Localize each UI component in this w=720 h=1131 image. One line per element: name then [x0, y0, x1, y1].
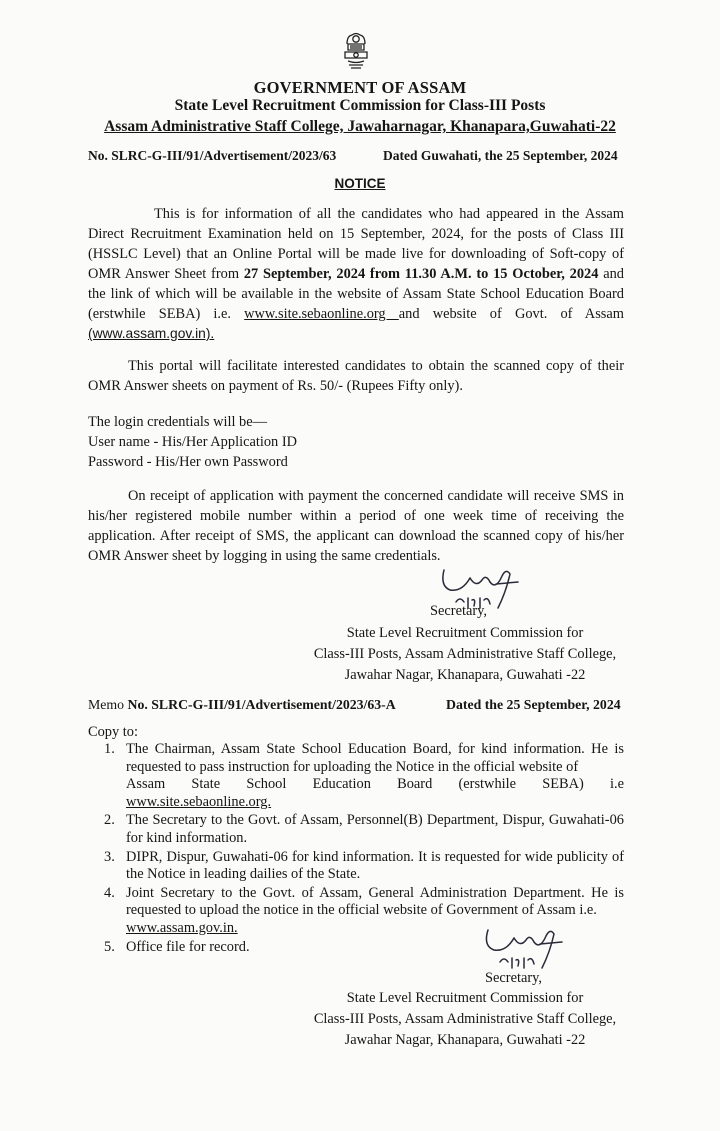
state-emblem-icon: [339, 30, 373, 72]
paragraph-portal-info: [88, 204, 624, 344]
word: Education: [312, 776, 371, 793]
office-line: Jawahar Nagar, Khanapara, Guwahati -22: [344, 667, 586, 683]
word: State: [191, 776, 221, 793]
word: i.e: [610, 776, 624, 793]
word: Board: [397, 776, 433, 793]
paragraph-sms-info: On receipt of application with payment the concerned candidate will receive SMS in his/her registered mobile number within a period of one week time of receiving the application. After receipt of SMS, the applicant can download the scanned copy of his/her OMR Answer sheet by logging in using the same credentials.: [88, 488, 624, 564]
list-text: The Secretary to the Govt. of Assam, Personnel(B) Department, Dispur, Guwahati-06 for kind information.: [126, 812, 624, 846]
commission-address: Assam Administrative Staff College, Jawaharnagar, Khanapara,Guwahati-22: [104, 118, 616, 135]
list-number: 2.: [104, 812, 115, 829]
spread-line: [126, 776, 624, 794]
word: (erstwhile: [458, 776, 517, 793]
list-item: [104, 741, 624, 811]
credentials-password: Password - His/Her own Password: [88, 454, 288, 470]
list-number: 3.: [104, 848, 115, 865]
commission-title: State Level Recruitment Commission for Class-III Posts: [174, 97, 546, 114]
list-item: [104, 812, 624, 847]
paragraph-text: and the link of which will be available in the website of Assam State School Education Board (erstwhile SEBA) i.e.: [88, 266, 624, 322]
notice-heading: NOTICE: [334, 176, 386, 191]
copy-to-label: Copy to:: [88, 724, 138, 740]
paragraph-text: and website of Govt. of Assam: [398, 306, 624, 322]
list-number: 4.: [104, 884, 115, 901]
office-line: Class-III Posts, Assam Administrative Staff College,: [313, 1011, 617, 1027]
list-item: [104, 849, 624, 884]
signatory-office: [306, 988, 624, 1051]
word: SEBA): [542, 776, 584, 793]
office-line: State Level Recruitment Commission for: [346, 625, 584, 641]
credentials-username: User name - His/Her Application ID: [88, 434, 298, 450]
memo-number: No. SLRC-G-III/91/Advertisement/2023/63-A: [127, 697, 396, 712]
word: Assam: [126, 776, 166, 793]
reference-date: Dated Guwahati, the 25 September, 2024: [383, 148, 618, 163]
list-text: DIPR, Dispur, Guwahati-06 for kind information. It is requested for wide publicity of the Notice in leading dailies of the State.: [126, 848, 624, 883]
assam-gov-link[interactable]: www.assam.gov.in.: [126, 919, 238, 936]
assam-gov-link[interactable]: (www.assam.gov.in).: [88, 326, 215, 341]
government-title: GOVERNMENT OF ASSAM: [253, 78, 467, 97]
seba-website-link[interactable]: www.site.sebaonline.org.: [126, 793, 272, 810]
seba-website-link[interactable]: www.site.sebaonline.org: [244, 306, 399, 322]
list-text: Office file for record.: [126, 938, 250, 955]
office-line: State Level Recruitment Commission for: [346, 990, 584, 1006]
paragraph-fee-info: This portal will facilitate interested candidates to obtain the scanned copy of their OMR Answer sheets on payment of Rs. 50/- (Rupees Fifty only).: [88, 358, 624, 394]
list-text: Joint Secretary to the Govt. of Assam, General Administration Department. He is requested to upload the notice in the official website of Government of Assam i.e.: [126, 884, 624, 919]
secretary-label: Secretary,: [430, 603, 487, 619]
list-text: The Chairman, Assam State School Education Board, for kind information. He is requested to pass instruction for uploading the Notice in the official website of: [126, 741, 624, 775]
office-line: Class-III Posts, Assam Administrative Staff College,: [313, 646, 617, 662]
memo-date: Dated the 25 September, 2024: [446, 697, 621, 712]
word: School: [246, 776, 287, 793]
memo-prefix: Memo: [88, 697, 128, 712]
login-credentials: [88, 412, 624, 472]
reference-number: No. SLRC-G-III/91/Advertisement/2023/63: [88, 148, 337, 163]
credentials-intro: The login credentials will be—: [88, 414, 268, 430]
portal-dates: 27 September, 2024 from 11.30 A.M. to 15 October, 2024: [243, 266, 599, 282]
memo-reference: [88, 697, 396, 713]
list-number: 5.: [104, 938, 115, 955]
secretary-label: Secretary,: [485, 970, 542, 986]
signatory-office: [306, 623, 624, 686]
paragraph-text: This is for information of all the candidates who had appeared in the Assam Direct Recruitment Examination held on 15 September, 2024, for the posts of Class III (HSSLC Level) that an Online Portal will be made live for downloading of Soft-copy of OMR Answer Sheet from: [88, 206, 624, 282]
office-line: Jawahar Nagar, Khanapara, Guwahati -22: [344, 1032, 586, 1048]
list-number: 1.: [104, 741, 115, 757]
